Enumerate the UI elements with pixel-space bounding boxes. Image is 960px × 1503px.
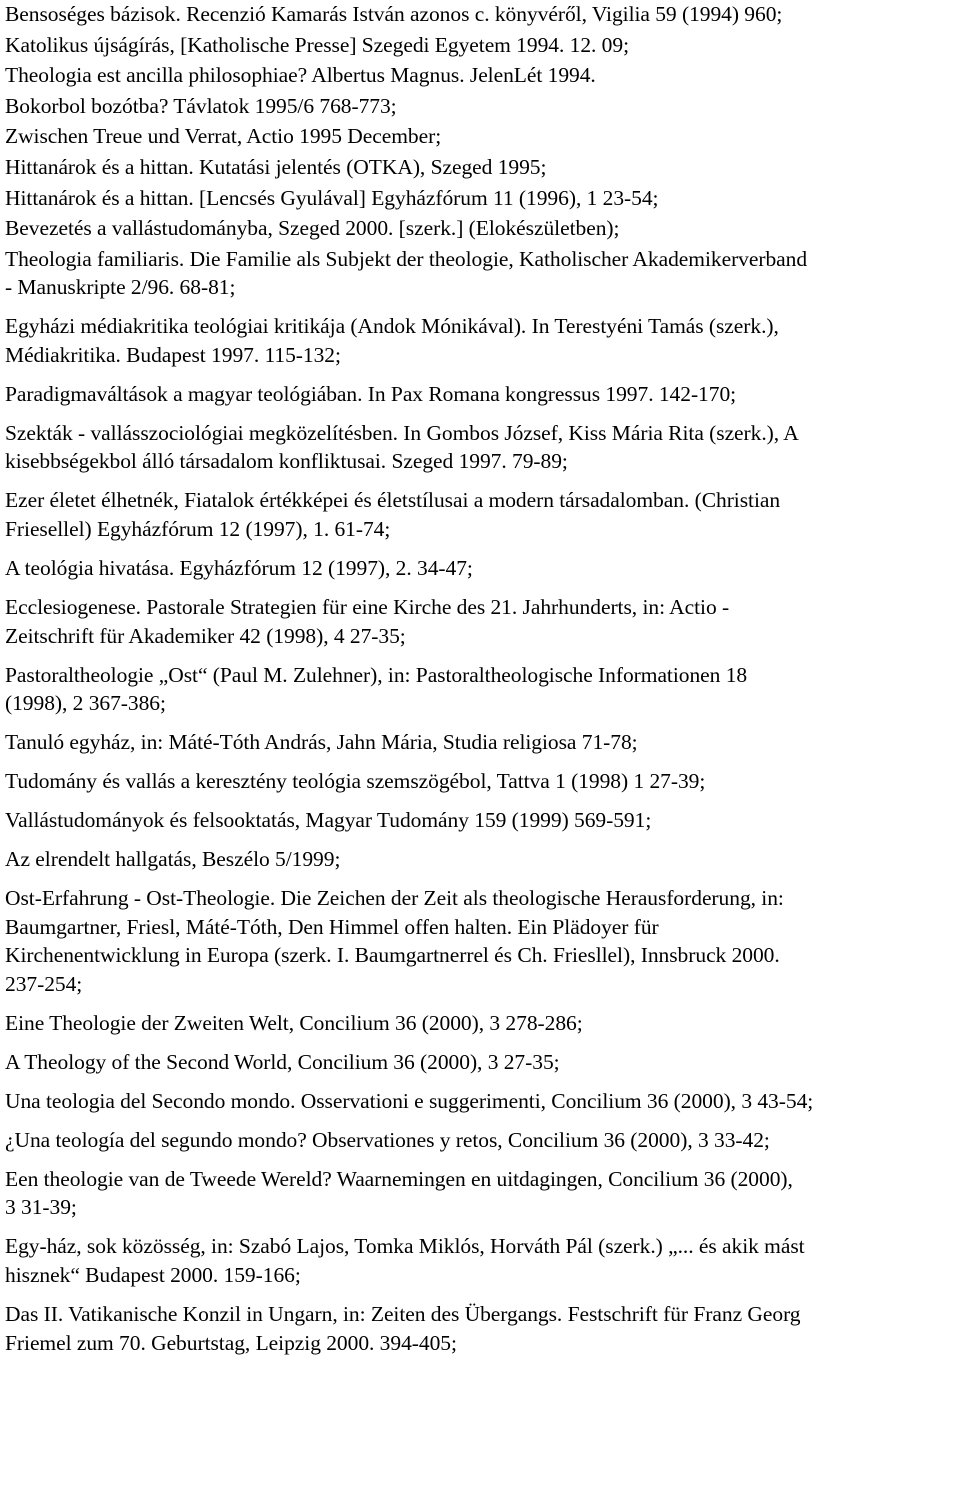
bibliography-entry: Vallástudományok és felsooktatás, Magyar Tudomány 159 (1999) 569-591; — [5, 808, 652, 833]
bibliography-entry: Katolikus újságírás, [Katholische Presse] Szegedi Egyetem 1994. 12. 09; — [5, 32, 630, 57]
bibliography-entry: Bokorbol bozótba? Távlatok 1995/6 768-773; — [5, 93, 397, 118]
bibliography-entry: Paradigmaváltások a magyar teológiában. In Pax Romana kongressus 1997. 142-170; — [5, 381, 737, 406]
bibliography-entry: Bevezetés a vallástudományba, Szeged 2000. [szerk.] (Elokészületben); — [5, 216, 620, 241]
bibliography-entry: Bensoséges bázisok. Recenzió Kamarás István azonos c. könyvéről, Vigilia 59 (1994) 960; — [5, 2, 783, 26]
bibliography-entry: Ezer életet élhetnék, Fiatalok értékképei és életstílusai a modern társadalomban. (Christian Friesellel) Egyházfórum 12 (1997), 1. 61-74; — [5, 488, 781, 542]
bibliography-entry: ¿Una teología del segundo mondo? Observationes y retos, Concilium 36 (2000), 3 33-42; — [5, 1127, 770, 1152]
bibliography-entry: Egy-ház, sok közösség, in: Szabó Lajos, Tomka Miklós, Horváth Pál (szerk.) „... és akik mást hisznek“ Budapest 2000. 159-166; — [5, 1234, 805, 1287]
bibliography-entry: Ecclesiogenese. Pastorale Strategien für eine Kirche des 21. Jahrhunderts, in: Actio - Zeitschrift für Akademiker 42 (1998), 4 27-35; — [5, 595, 730, 648]
bibliography-entry: Eine Theologie der Zweiten Welt, Concilium 36 (2000), 3 278-286; — [5, 1010, 583, 1035]
bibliography-entry: Tanuló egyház, in: Máté-Tóth András, Jahn Mária, Studia religiosa 71-78; — [5, 730, 638, 755]
bibliography-entry: Hittanárok és a hittan. [Lencsés Gyulával] Egyházfórum 11 (1996), 1 23-54; — [5, 185, 659, 210]
bibliography-entry: Theologia est ancilla philosophiae? Albertus Magnus. JelenLét 1994. — [5, 63, 596, 88]
bibliography-entry: Een theologie van de Tweede Wereld? Waarnemingen en uitdagingen, Concilium 36 (2000), 3 31-39; — [5, 1166, 793, 1220]
bibliography-entry: Ost-Erfahrung - Ost-Theologie. Die Zeichen der Zeit als theologische Herausforderung, in: Baumgartner, Friesl, Máté-Tóth, Den Himmel offen halten. Ein Plädoyer für Kirchenentwicklung in Europa (szerk. I. Baumgartnerrel és Ch. Friesllel), Innsbruck 2000. 237-254; — [5, 886, 784, 996]
bibliography-entry: Az elrendelt hallgatás, Beszélo 5/1999; — [5, 847, 341, 872]
bibliography-entry: Tudomány és vallás a keresztény teológia szemszögébol, Tattva 1 (1998) 1 27-39; — [5, 769, 706, 794]
bibliography-entry: Egyházi médiakritika teológiai kritikája (Andok Mónikával). In Terestyéni Tamás (szerk.), Médiakritika. Budapest 1997. 115-132; — [5, 314, 779, 367]
bibliography-entry: Hittanárok és a hittan. Kutatási jelentés (OTKA), Szeged 1995; — [5, 154, 547, 179]
bibliography-entry: Pastoraltheologie „Ost“ (Paul M. Zulehner), in: Pastoraltheologische Informationen 18 (1998), 2 367-386; — [5, 662, 748, 716]
bibliography-entry: Theologia familiaris. Die Familie als Subjekt der theologie, Katholischer Akademikerverband - Manuskripte 2/96. 68-81; — [5, 246, 808, 300]
bibliography-entry: Zwischen Treue und Verrat, Actio 1995 December; — [5, 124, 442, 149]
bibliography-entry: Una teologia del Secondo mondo. Osservationi e suggerimenti, Concilium 36 (2000), 3 43-54; — [5, 1088, 814, 1113]
bibliography-entry: Szekták - vallásszociológiai megközelítésben. In Gombos József, Kiss Mária Rita (szerk.), A kisebbségekbol álló társadalom konfliktusai. Szeged 1997. 79-89; — [5, 420, 799, 474]
bibliography-entry: Das II. Vatikanische Konzil in Ungarn, in: Zeiten des Übergangs. Festschrift für Franz Georg Friemel zum 70. Geburtstag, Leipzig 2000. 394-405; — [5, 1301, 801, 1355]
bibliography-list — [5, 0, 955, 1368]
bibliography-entry: A teológia hivatása. Egyházfórum 12 (1997), 2. 34-47; — [5, 556, 473, 581]
bibliography-entry: A Theology of the Second World, Concilium 36 (2000), 3 27-35; — [5, 1049, 560, 1074]
